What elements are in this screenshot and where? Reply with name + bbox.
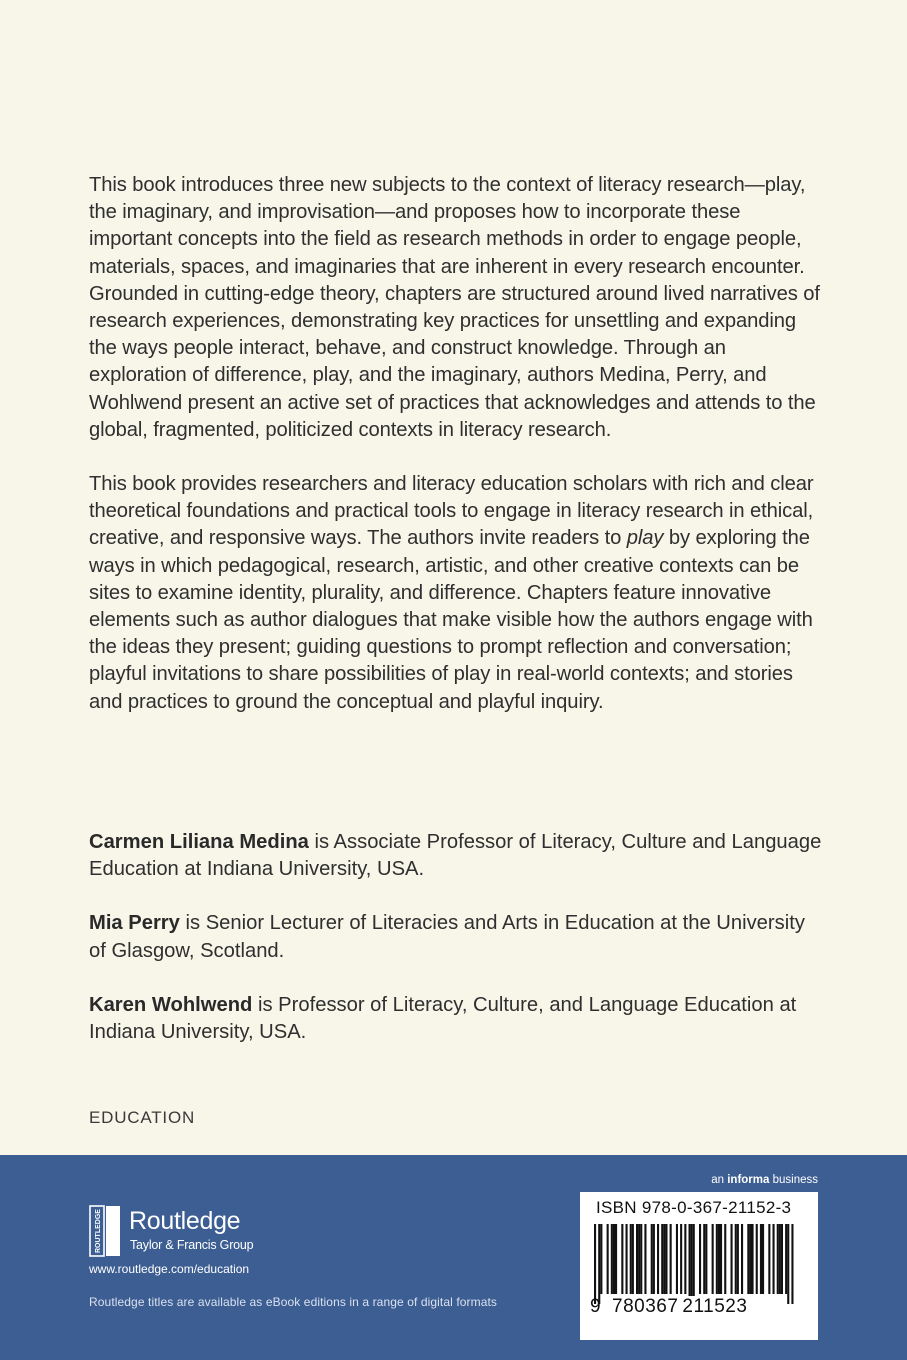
barcode-digits (590, 1296, 810, 1318)
barcode-bar (747, 1224, 749, 1294)
barcode-first-digit: 9 (590, 1296, 602, 1317)
logo-side-text: ROUTLEDGE (95, 1209, 102, 1253)
author-name: Mia Perry (89, 912, 180, 935)
subject-category: EDUCATION (89, 1108, 196, 1127)
barcode-digit-group-1: 780367 (612, 1296, 679, 1317)
barcode-bar (626, 1224, 628, 1294)
author-description: is Senior Lecturer of Literacies and Arts in Education at the University of Glasgow, Scotland. (89, 912, 805, 962)
barcode-bar (689, 1224, 691, 1304)
isbn-barcode-box (580, 1192, 818, 1340)
barcode-bar (598, 1224, 600, 1304)
barcode-bar (756, 1224, 758, 1294)
barcode-bar (785, 1224, 787, 1294)
barcode-bar (665, 1224, 667, 1294)
author-name: Carmen Liliana Medina (89, 831, 309, 853)
barcode-bar (644, 1224, 646, 1294)
barcode-bar (768, 1224, 770, 1294)
barcode-bar (640, 1224, 642, 1294)
barcode-bar (657, 1224, 659, 1294)
barcode-bar (693, 1224, 695, 1304)
barcode-bar (777, 1224, 779, 1294)
barcode-bar (651, 1224, 653, 1294)
barcode-bar (670, 1224, 672, 1294)
barcode-bar (594, 1224, 596, 1304)
barcode-bar (752, 1224, 754, 1294)
informa-suffix: business (769, 1174, 818, 1186)
barcode-bar (716, 1224, 718, 1294)
barcode-bar (718, 1224, 720, 1294)
barcode-bar (684, 1224, 686, 1294)
barcode-graphic (594, 1224, 804, 1304)
barcode-bar (760, 1224, 762, 1294)
publisher-group: Taylor & Francis Group (130, 1238, 254, 1252)
barcode-bar (712, 1224, 714, 1294)
description-paragraph-2-start: This book provides researchers and literacy education scholars with rich and clear theoretical foundations and practical tools to engage in literacy research in ethical, creative, and responsive ways. The authors invite readers to (89, 473, 814, 550)
description-paragraph-1: This book introduces three new subjects to the context of literacy research—play, the imaginary, and improvisation—and proposes how to incorporate these important concepts into the field as research methods in order to engage people, materials, spaces, and imaginaries that are inherent in every research encounter. Grounded in cutting-edge theory, chapters are structured around lived narratives of research experiences, demonstrating key practices for unsettling and expanding the ways people interact, behave, and construct knowledge. Through an exploration of difference, play, and the imaginary, authors Medina, Perry, and Wohlwend present an active set of practices that acknowledges and attends to the global, fragmented, politicized contexts in literacy research. (89, 174, 820, 441)
barcode-bar (661, 1224, 663, 1294)
barcode-bar (749, 1224, 751, 1294)
barcode-bar (724, 1224, 726, 1294)
barcode-bar (703, 1224, 705, 1294)
barcode-bar (636, 1224, 638, 1294)
barcode-bar (762, 1224, 764, 1294)
barcode-bar (699, 1224, 701, 1294)
barcode-bar (791, 1224, 793, 1304)
barcode-bar (653, 1224, 655, 1294)
publisher-name: Routledge (129, 1207, 241, 1235)
barcode-bar (680, 1224, 682, 1294)
description-paragraph-2 (89, 471, 827, 716)
routledge-logo (89, 1205, 289, 1257)
barcode-bar (638, 1224, 640, 1294)
routledge-logo-icon (89, 1205, 123, 1257)
author-description: is Associate Professor of Literacy, Culture and Language Education at Indiana University, USA. (89, 831, 822, 881)
barcode-bar (600, 1224, 602, 1294)
barcode-bar (663, 1224, 665, 1294)
barcode-bar (787, 1224, 789, 1304)
barcode-bar (705, 1224, 707, 1294)
author-bio-medina (89, 829, 827, 883)
publisher-url[interactable]: www.routledge.com/education (89, 1262, 250, 1276)
barcode-bar (735, 1224, 737, 1294)
barcode-bar (741, 1224, 743, 1294)
barcode-bar (731, 1224, 733, 1294)
barcode-bar (691, 1224, 693, 1304)
description-paragraph-2-end: by exploring the ways in which pedagogical, research, artistic, and other creative contexts can be sites to examine identity, plurality, and difference. Chapters feature innovative elements such as author dialogues that make visible how the authors engage with the ideas they present; guiding questions to prompt reflection and conversation; playful invitations to share possibilities of play in real-world contexts; and stories and practices to ground the conceptual and playful inquiry. (89, 527, 813, 713)
barcode-bar (676, 1224, 678, 1294)
barcode-bar (607, 1224, 609, 1294)
informa-business-tagline (711, 1174, 818, 1186)
author-description: is Professor of Literacy, Culture, and Language Education at Indiana University, USA. (89, 993, 797, 1044)
author-bio-perry (89, 910, 827, 964)
ebook-availability-note: Routledge titles are available as eBook editions in a range of digital formats (89, 1295, 498, 1309)
isbn-number: ISBN 978-0-367-21152-3 (596, 1198, 792, 1217)
description-emphasis-play: play (626, 527, 664, 550)
barcode-digit-group-2: 211523 (682, 1296, 748, 1317)
barcode-bar (773, 1224, 775, 1294)
barcode-bar (737, 1224, 739, 1294)
barcode-bar (615, 1224, 617, 1294)
author-bio-wohlwend (89, 992, 827, 1046)
barcode-bar (611, 1224, 613, 1294)
barcode-bar (720, 1224, 722, 1294)
informa-bold: informa (727, 1174, 770, 1186)
barcode-bar (781, 1224, 783, 1294)
author-name: Karen Wohlwend (89, 993, 253, 1016)
barcode-bar (613, 1224, 615, 1294)
barcode-bar (632, 1224, 634, 1294)
barcode-bar (621, 1224, 623, 1294)
barcode-bar (630, 1224, 632, 1294)
barcode-bar (779, 1224, 781, 1294)
book-description (89, 172, 827, 743)
author-bios (89, 829, 827, 1073)
informa-prefix: an (711, 1174, 728, 1186)
